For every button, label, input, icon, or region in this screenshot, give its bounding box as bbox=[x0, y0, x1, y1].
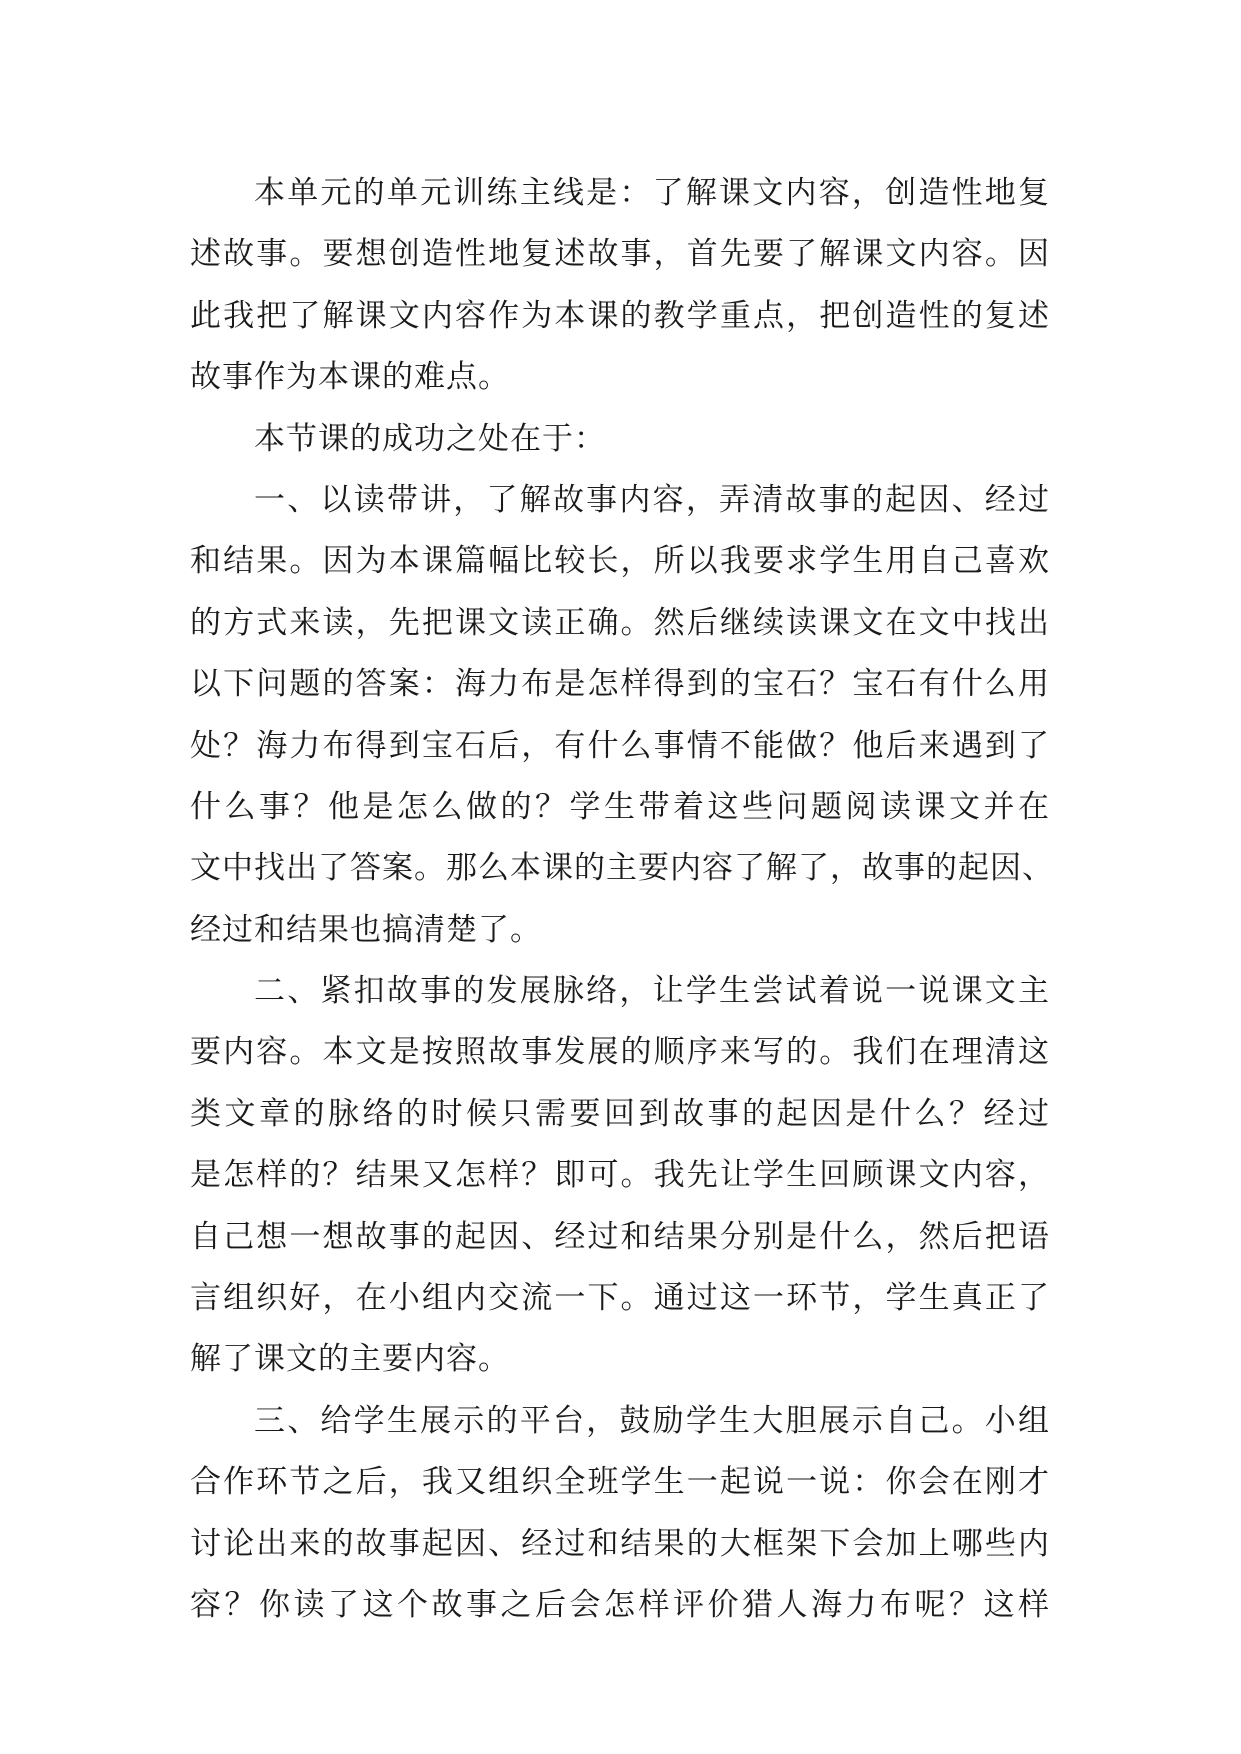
text-line: 是怎样的？结果又怎样？即可。我先让学生回顾课文内容， bbox=[190, 1157, 1050, 1194]
text-line: 解了课文的主要内容。 bbox=[190, 1341, 510, 1378]
text-line: 要内容。本文是按照故事发展的顺序来写的。我们在理清这 bbox=[190, 1034, 1050, 1071]
text-line: 合作环节之后，我又组织全班学生一起说一说：你会在刚才 bbox=[190, 1464, 1050, 1501]
text-line: 以下问题的答案：海力布是怎样得到的宝石？宝石有什么用 bbox=[190, 666, 1050, 703]
text-line: 一、以读带讲，了解故事内容，弄清故事的起因、经过 bbox=[254, 481, 1050, 518]
text-line: 的方式来读，先把课文读正确。然后继续读课文在文中找出 bbox=[190, 604, 1050, 641]
text-line: 故事作为本课的难点。 bbox=[190, 359, 510, 396]
text-line: 自己想一想故事的起因、经过和结果分别是什么，然后把语 bbox=[190, 1218, 1050, 1255]
text-line: 言组织好，在小组内交流一下。通过这一环节，学生真正了 bbox=[190, 1280, 1050, 1317]
document-body bbox=[190, 163, 1054, 1636]
text-line: 经过和结果也搞清楚了。 bbox=[190, 911, 542, 948]
text-line: 述故事。要想创造性地复述故事，首先要了解课文内容。因 bbox=[190, 236, 1050, 273]
text-line: 类文章的脉络的时候只需要回到故事的起因是什么？经过 bbox=[190, 1095, 1050, 1132]
text-line: 处？海力布得到宝石后，有什么事情不能做？他后来遇到了 bbox=[190, 727, 1050, 764]
text-line: 容？你读了这个故事之后会怎样评价猎人海力布呢？这样 bbox=[190, 1586, 1050, 1623]
text-line: 讨论出来的故事起因、经过和结果的大框架下会加上哪些内 bbox=[190, 1525, 1050, 1562]
text-line: 本节课的成功之处在于： bbox=[254, 420, 606, 457]
text-line: 什么事？他是怎么做的？学生带着这些问题阅读课文并在 bbox=[190, 788, 1050, 825]
text-line: 本单元的单元训练主线是：了解课文内容，创造性地复 bbox=[254, 175, 1050, 211]
text-line: 此我把了解课文内容作为本课的教学重点，把创造性的复述 bbox=[190, 297, 1050, 334]
text-line: 三、给学生展示的平台，鼓励学生大胆展示自己。小组 bbox=[254, 1402, 1050, 1439]
text-line: 和结果。因为本课篇幅比较长，所以我要求学生用自己喜欢 bbox=[190, 543, 1050, 580]
text-line: 二、紧扣故事的发展脉络，让学生尝试着说一说课文主 bbox=[254, 973, 1050, 1010]
text-line: 文中找出了答案。那么本课的主要内容了解了，故事的起因、 bbox=[190, 850, 1054, 887]
